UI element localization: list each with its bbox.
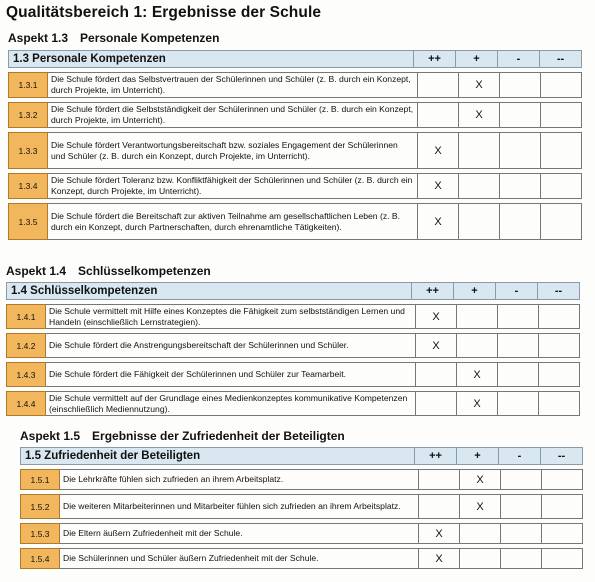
rating-cell[interactable]: [460, 523, 501, 544]
item-text: Die Schule vermittelt auf der Grundlage eines Medienkonzeptes kommunikative Kompetenzen (einschließlich Mediennutzung).: [46, 391, 416, 416]
item-number: 1.5.4: [20, 548, 60, 569]
rating-cell[interactable]: X: [457, 391, 498, 416]
rating-cell[interactable]: [498, 304, 539, 329]
rating-cell[interactable]: [541, 102, 582, 128]
rating-header: +: [455, 51, 497, 67]
item-number: 1.4.3: [6, 362, 46, 387]
rating-cell[interactable]: [542, 494, 583, 519]
rating-cell[interactable]: [541, 72, 582, 98]
rating-cell[interactable]: [500, 72, 541, 98]
aspect-heading-1-3: [8, 31, 219, 45]
rating-header: +: [453, 283, 495, 299]
rating-cell[interactable]: [501, 469, 542, 490]
rating-cell[interactable]: [418, 72, 459, 98]
rating-cell[interactable]: [418, 102, 459, 128]
rating-cell[interactable]: [539, 304, 580, 329]
item-number: 1.4.4: [6, 391, 46, 416]
rating-cell[interactable]: X: [418, 173, 459, 199]
item-number: 1.4.2: [6, 333, 46, 358]
item-text: Die Schule fördert die Fähigkeit der Schülerinnen und Schüler zur Teamarbeit.: [46, 362, 416, 387]
rating-cell[interactable]: X: [459, 72, 500, 98]
table-row: [8, 72, 582, 98]
rating-cell[interactable]: [541, 203, 582, 240]
rating-cell[interactable]: X: [419, 548, 460, 569]
item-text: Die Schule fördert das Selbstvertrauen der Schülerinnen und Schüler (z. B. durch ein Konzept, durch Projekte, im Unterricht).: [48, 72, 418, 98]
rating-header: -: [497, 51, 539, 67]
item-number: 1.3.2: [8, 102, 48, 128]
item-text: Die weiteren Mitarbeiterinnen und Mitarbeiter fühlen sich zufrieden an ihrem Arbeitsplatz.: [60, 494, 419, 519]
table-row: [6, 362, 580, 387]
rating-cell[interactable]: [459, 173, 500, 199]
aspect-title: Personale Kompetenzen: [80, 31, 220, 45]
item-number: 1.5.1: [20, 469, 60, 490]
rating-cell[interactable]: X: [418, 203, 459, 240]
item-number: 1.3.4: [8, 173, 48, 199]
rating-header: --: [539, 51, 581, 67]
rating-cell[interactable]: [501, 523, 542, 544]
table-header: [6, 282, 580, 300]
rating-cell[interactable]: X: [457, 362, 498, 387]
table-row: [6, 333, 580, 358]
item-text: Die Schule fördert die Anstrengungsbereitschaft der Schülerinnen und Schüler.: [46, 333, 416, 358]
table-row: [8, 173, 582, 199]
rating-header: -: [495, 283, 537, 299]
rating-cell[interactable]: [541, 132, 582, 169]
aspect-label: Aspekt 1.5: [20, 429, 81, 443]
rating-cell[interactable]: [501, 494, 542, 519]
rating-header: +: [456, 448, 498, 464]
rating-cell[interactable]: X: [459, 102, 500, 128]
item-text: Die Schule fördert die Selbstständigkeit der Schülerinnen und Schüler (z. B. durch ein Konzept, durch Projekte, im Unterricht).: [48, 102, 418, 128]
table-row: [8, 203, 582, 240]
table-header-title: 1.4 Schlüsselkompetenzen: [11, 285, 158, 297]
rating-cell[interactable]: [541, 173, 582, 199]
rating-cell[interactable]: [498, 362, 539, 387]
rating-cell[interactable]: [416, 391, 457, 416]
table-header-title: 1.3 Personale Kompetenzen: [13, 53, 166, 65]
item-number: 1.3.1: [8, 72, 48, 98]
item-number: 1.5.3: [20, 523, 60, 544]
aspect-title: Schlüsselkompetenzen: [78, 264, 211, 278]
item-text: Die Schule fördert die Bereitschaft zur aktiven Teilnahme am gesellschaftlichen Leben (z. B. durch ein Konzept, durch Partnerschaften, durch ehrenamtliche Tätigkeiten).: [48, 203, 418, 240]
aspect-heading-1-5: [20, 429, 345, 443]
table-row: [20, 523, 583, 544]
rating-cell[interactable]: [539, 391, 580, 416]
table-row: [20, 469, 583, 490]
rating-header: ++: [414, 448, 456, 464]
item-text: Die Schule vermittelt mit Hilfe eines Konzeptes die Fähigkeit zum selbstständigen Lernen und Handeln (einschließlich Lernstrategien).: [46, 304, 416, 329]
rating-cell[interactable]: [498, 333, 539, 358]
rating-header: ++: [411, 283, 453, 299]
rating-cell[interactable]: X: [416, 333, 457, 358]
rating-cell[interactable]: [500, 132, 541, 169]
rating-cell[interactable]: X: [460, 494, 501, 519]
table-row: [6, 391, 580, 416]
rating-cell[interactable]: X: [418, 132, 459, 169]
page-title: Qualitätsbereich 1: Ergebnisse der Schule: [6, 4, 322, 21]
item-number: 1.3.3: [8, 132, 48, 169]
table-row: [8, 102, 582, 128]
rating-cell[interactable]: [539, 333, 580, 358]
section-1-3-table: [8, 50, 582, 240]
item-number: 1.4.1: [6, 304, 46, 329]
rating-cell[interactable]: [539, 362, 580, 387]
rating-header: --: [540, 448, 582, 464]
rating-cell[interactable]: [457, 333, 498, 358]
rating-cell[interactable]: [419, 494, 460, 519]
rating-cell[interactable]: [498, 391, 539, 416]
table-row: [20, 494, 583, 519]
rating-cell[interactable]: X: [460, 469, 501, 490]
table-header: [20, 447, 583, 465]
item-text: Die Schülerinnen und Schüler äußern Zufriedenheit mit der Schule.: [60, 548, 419, 569]
rating-cell[interactable]: [416, 362, 457, 387]
section-1-5-table: [20, 447, 583, 569]
rating-cell[interactable]: [460, 548, 501, 569]
rating-cell[interactable]: [457, 304, 498, 329]
rating-cell[interactable]: X: [419, 523, 460, 544]
aspect-label: Aspekt 1.3: [8, 31, 69, 45]
rating-header: -: [498, 448, 540, 464]
rating-cell[interactable]: [459, 132, 500, 169]
table-row: [8, 132, 582, 169]
table-header: [8, 50, 582, 68]
rating-cell[interactable]: [501, 548, 542, 569]
aspect-label: Aspekt 1.4: [6, 264, 67, 278]
rating-cell[interactable]: [459, 203, 500, 240]
item-text: Die Lehrkräfte fühlen sich zufrieden an ihrem Arbeitsplatz.: [60, 469, 419, 490]
item-text: Die Schule fördert Toleranz bzw. Konfliktfähigkeit der Schülerinnen und Schüler (z. B. durch ein Konzept, durch Projekte, im Unterricht).: [48, 173, 418, 199]
section-1-4-table: [6, 282, 580, 416]
rating-cell[interactable]: [419, 469, 460, 490]
rating-cell[interactable]: [500, 203, 541, 240]
rating-header: ++: [413, 51, 455, 67]
rating-cell[interactable]: [500, 173, 541, 199]
table-header-title: 1.5 Zufriedenheit der Beteiligten: [25, 450, 201, 462]
item-text: Die Schule fördert Verantwortungsbereitschaft bzw. soziales Engagement der Schülerinnen und Schüler (z. B. durch ein Konzept, durch Projekte, im Unterricht).: [48, 132, 418, 169]
table-row: [20, 548, 583, 569]
rating-cell[interactable]: [542, 548, 583, 569]
item-number: 1.3.5: [8, 203, 48, 240]
rating-header: --: [537, 283, 579, 299]
item-text: Die Eltern äußern Zufriedenheit mit der Schule.: [60, 523, 419, 544]
rating-cell[interactable]: X: [416, 304, 457, 329]
rating-cell[interactable]: [500, 102, 541, 128]
table-row: [6, 304, 580, 329]
rating-cell[interactable]: [542, 469, 583, 490]
rating-cell[interactable]: [542, 523, 583, 544]
aspect-title: Ergebnisse der Zufriedenheit der Beteiligten: [92, 429, 345, 443]
item-number: 1.5.2: [20, 494, 60, 519]
aspect-heading-1-4: [6, 264, 211, 278]
